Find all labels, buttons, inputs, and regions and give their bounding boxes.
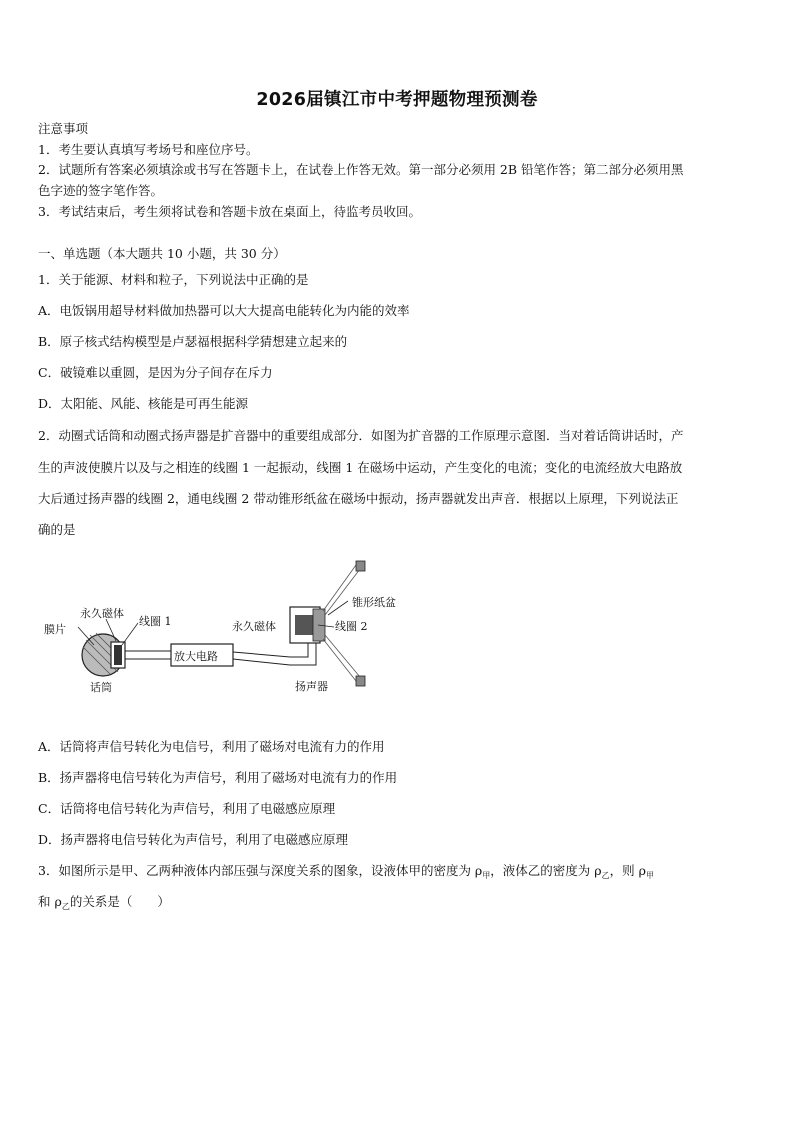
- subscript-yi-2: 乙: [61, 902, 70, 911]
- q2-option-a: A．话筒将声信号转化为电信号，利用了磁场对电流有力的作用: [38, 739, 385, 754]
- q2-stem-line-2: 生的声波使膜片以及与之相连的线圈 1 一起振动，线圈 1 在磁场中运动，产生变化的电流；变化的电流经放大电路放: [38, 460, 683, 475]
- loudspeaker-diagram: [38, 555, 458, 705]
- q3-text-5: 的关系是（ ）: [69, 894, 170, 909]
- section-heading: 一、单选题（本大题共 10 小题，共 30 分）: [38, 246, 286, 261]
- q3-text-4: 和 ρ: [38, 894, 62, 909]
- q1-option-c: C．破镜难以重圆，是因为分子间存在斥力: [38, 365, 273, 380]
- exam-title: 2026届镇江市中考押题物理预测卷: [256, 90, 538, 110]
- q3-text-2: ，液体乙的密度为 ρ: [490, 863, 602, 878]
- notice-heading: 注意事项: [38, 121, 89, 136]
- q3-stem-line-2: [38, 894, 170, 912]
- q1-stem: 1．关于能源、材料和粒子，下列说法中正确的是: [38, 272, 309, 287]
- q2-option-c: C．话筒将电信号转化为声信号，利用了电磁感应原理: [38, 801, 336, 816]
- notice-item-2-cont: 色字迹的签字笔作答。: [38, 183, 164, 198]
- label-magnet-1: 永久磁体: [80, 607, 124, 620]
- subscript-yi: 乙: [601, 871, 610, 880]
- label-coil-2: 线圈 2: [335, 620, 368, 633]
- q2-stem-line-4: 确的是: [38, 522, 76, 537]
- label-diaphragm: 膜片: [44, 623, 66, 636]
- subscript-jia-2: 甲: [645, 871, 654, 880]
- q3-text-1: 3．如图所示是甲、乙两种液体内部压强与深度关系的图象，设液体甲的密度为 ρ: [38, 863, 483, 878]
- q3-stem-line-1: [38, 863, 654, 881]
- subscript-jia: 甲: [482, 871, 491, 880]
- q1-option-b: B．原子核式结构模型是卢瑟福根据科学猜想建立起来的: [38, 334, 348, 349]
- q2-option-d: D．扬声器将电信号转化为声信号，利用了电磁感应原理: [38, 832, 349, 847]
- q2-option-b: B．扬声器将电信号转化为声信号，利用了磁场对电流有力的作用: [38, 770, 398, 785]
- label-coil-1: 线圈 1: [139, 615, 172, 628]
- label-cone: 锥形纸盆: [352, 596, 396, 609]
- q3-text-3: ，则 ρ: [609, 863, 646, 878]
- label-microphone: 话筒: [90, 681, 112, 694]
- notice-item-3: 3．考试结束后，考生须将试卷和答题卡放在桌面上，待监考员收回。: [38, 204, 421, 219]
- q1-option-d: D．太阳能、风能、核能是可再生能源: [38, 396, 249, 411]
- label-speaker: 扬声器: [295, 680, 328, 693]
- q1-option-a: A．电饭锅用超导材料做加热器可以大大提高电能转化为内能的效率: [38, 303, 410, 318]
- label-magnet-2: 永久磁体: [232, 620, 276, 633]
- notice-item-2: 2．试题所有答案必须填涂或书写在答题卡上，在试卷上作答无效。第一部分必须用 2B 铅笔作答；第二部分必须用黑: [38, 162, 684, 177]
- notice-item-1: 1．考生要认真填写考场号和座位序号。: [38, 142, 259, 157]
- q2-stem-line-3: 大后通过扬声器的线圈 2，通电线圈 2 带动锥形纸盆在磁场中振动，扬声器就发出声音．根据以上原理，下列说法正: [38, 491, 679, 506]
- q2-stem-line-1: 2．动圈式话筒和动圈式扬声器是扩音器中的重要组成部分．如图为扩音器的工作原理示意图．当对着话筒讲话时，产: [38, 428, 684, 443]
- label-amplifier: 放大电路: [174, 650, 218, 663]
